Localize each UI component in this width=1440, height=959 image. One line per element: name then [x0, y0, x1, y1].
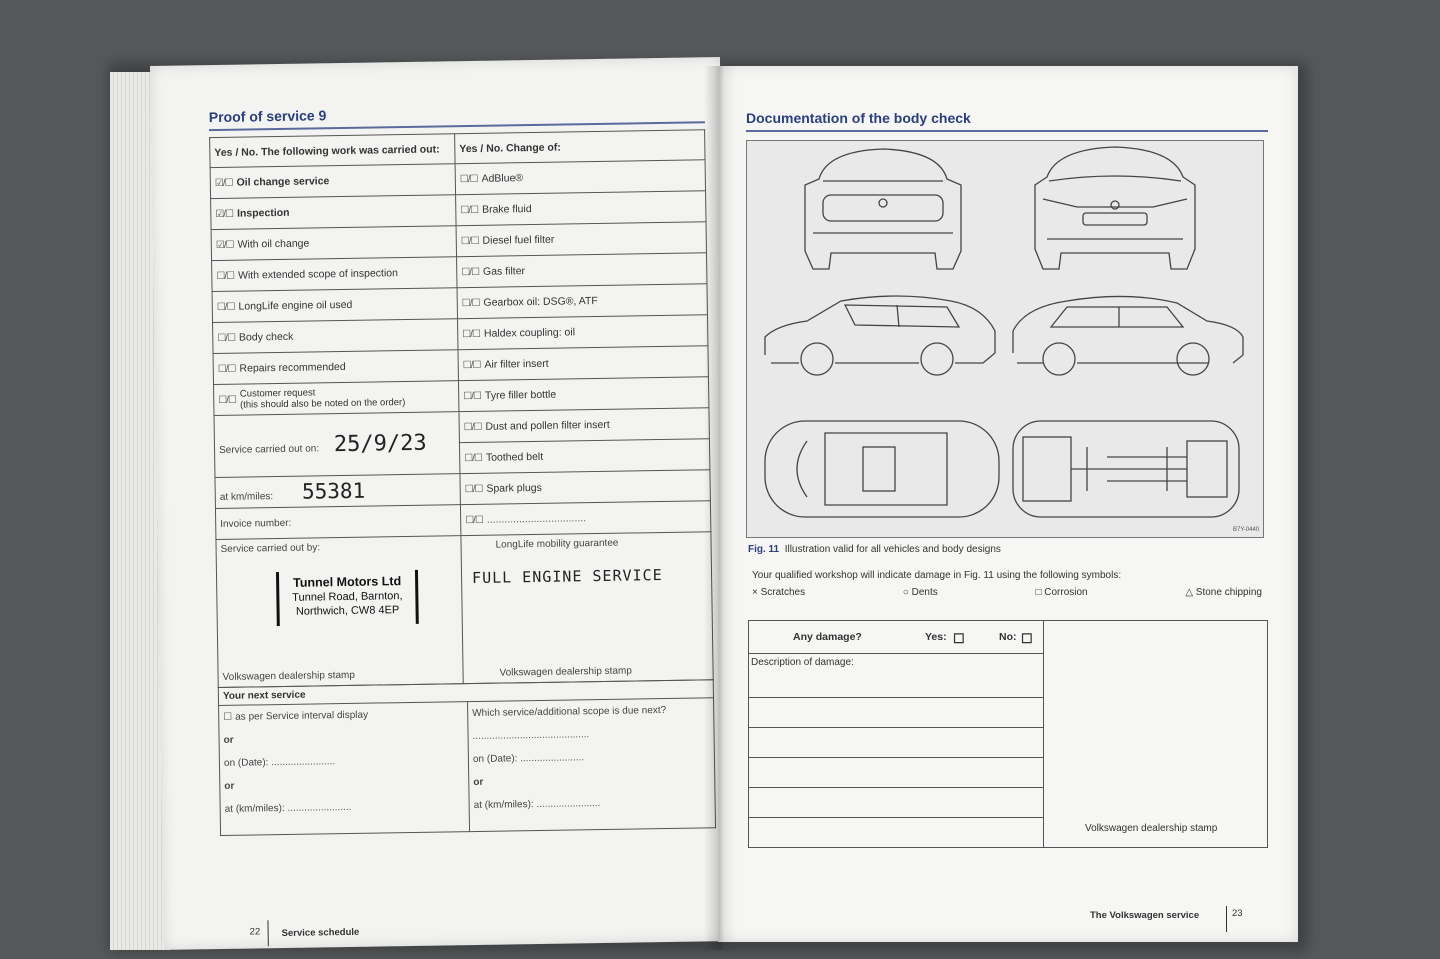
- change-item[interactable]: ☐/☐ Tyre filler bottle: [458, 377, 708, 412]
- checkbox-pair-icon[interactable]: ☐/☐: [462, 359, 481, 372]
- work-item[interactable]: ☐/☐ LongLife engine oil used: [212, 288, 457, 323]
- car-front-view: [1035, 147, 1195, 269]
- checkbox-pair-icon[interactable]: ☑/☐: [215, 239, 234, 251]
- right-page: [718, 66, 1298, 942]
- car-side-view-right: [1013, 296, 1243, 375]
- work-item[interactable]: ☐/☐ With extended scope of inspection: [212, 257, 457, 292]
- book-gutter: [704, 66, 738, 950]
- folio-divider: [267, 920, 268, 946]
- change-item[interactable]: ☐/☐ Haldex coupling: oil: [458, 315, 708, 350]
- description-line: [749, 817, 1043, 818]
- change-item-blank[interactable]: ☐/☐ ..................................: [460, 501, 710, 536]
- car-rear-view: [805, 149, 961, 269]
- checkbox-pair-icon[interactable]: ☐/☐: [216, 301, 235, 313]
- checkbox-pair-icon[interactable]: ☐/☐: [464, 452, 483, 465]
- checkbox-pair-icon[interactable]: ☐/☐: [463, 421, 482, 434]
- car-outlines: [747, 141, 1263, 537]
- damage-description-label: Description of damage:: [751, 657, 854, 668]
- car-underside-view: [1013, 421, 1239, 517]
- change-item[interactable]: ☐/☐ Gearbox oil: DSG®, ATF: [457, 284, 707, 319]
- figure-code: B7Y-0440: [1233, 527, 1260, 533]
- change-item[interactable]: ☐/☐ Toothed belt: [459, 439, 709, 474]
- work-item[interactable]: ☐/☐ Repairs recommended: [213, 350, 458, 385]
- checkbox-pair-icon[interactable]: ☐/☐: [218, 394, 237, 406]
- symbols-legend: [752, 587, 1262, 598]
- change-item[interactable]: ☐/☐ Gas filter: [457, 253, 707, 288]
- change-item[interactable]: ☐/☐ Diesel fuel filter: [456, 222, 706, 257]
- checkbox-pair-icon[interactable]: ☐/☐: [217, 332, 236, 344]
- damage-table: [748, 620, 1268, 848]
- checkbox-pair-icon[interactable]: ☐/☐: [459, 173, 478, 186]
- checkbox-pair-icon[interactable]: ☐/☐: [461, 297, 480, 310]
- service-by-cell: Service carried out by: Volkswagen dealership stamp: [216, 536, 463, 688]
- work-item[interactable]: ☑/☐ Inspection: [211, 195, 456, 230]
- work-item[interactable]: ☑/☐ Oil change service: [210, 164, 455, 199]
- description-line: [749, 697, 1043, 698]
- km-value: 55381: [301, 478, 366, 504]
- car-diagram-figure: [746, 140, 1264, 538]
- folio-divider: [1226, 906, 1227, 932]
- checkbox-pair-icon[interactable]: ☐/☐: [460, 235, 479, 248]
- col1-header: Yes / No. The following work was carried out:: [210, 134, 455, 168]
- figure-caption: Fig. 11 Illustration valid for all vehicles and body designs: [748, 544, 1001, 555]
- checkbox-pair-icon[interactable]: ☐/☐: [216, 270, 235, 282]
- column-divider: [1043, 621, 1044, 847]
- dealership-stamp-label: Volkswagen dealership stamp: [1085, 823, 1218, 834]
- checkbox-pair-icon[interactable]: ☑/☐: [215, 208, 234, 220]
- description-line: [749, 727, 1043, 728]
- page-number: 22: [249, 926, 261, 938]
- change-item[interactable]: ☐/☐ Spark plugs: [460, 470, 710, 505]
- symbol-corrosion: □ Corrosion: [1035, 587, 1088, 598]
- symbol-dents: ○ Dents: [902, 587, 938, 598]
- checkbox-pair-icon[interactable]: ☑/☐: [214, 177, 233, 189]
- page-title: Documentation of the body check: [746, 110, 971, 126]
- customer-request[interactable]: ☐/☐Customer request (this should also be noted on the order): [214, 381, 459, 416]
- service-date: 25/9/23: [333, 430, 427, 458]
- col2-header: Yes / No. Change of:: [455, 130, 705, 164]
- checkbox-pair-icon[interactable]: ☐/☐: [460, 204, 479, 217]
- left-page: [150, 57, 734, 950]
- checkbox-icon[interactable]: ☐: [223, 711, 232, 723]
- page-number: 23: [1232, 908, 1243, 919]
- handwritten-note: FULL ENGINE SERVICE: [471, 566, 663, 588]
- footer-label: Service schedule: [281, 926, 360, 940]
- description-line: [749, 757, 1043, 758]
- checkbox-pair-icon[interactable]: ☐/☐: [462, 328, 481, 341]
- checkbox-pair-icon[interactable]: ☐/☐: [464, 483, 483, 496]
- car-top-view: [765, 421, 999, 517]
- symbol-scratches: × Scratches: [752, 587, 806, 598]
- no-checkbox-icon[interactable]: ☐: [1021, 631, 1033, 646]
- change-item[interactable]: ☐/☐ Brake fluid: [456, 191, 706, 226]
- checkbox-pair-icon[interactable]: ☐/☐: [217, 363, 236, 375]
- description-line: [749, 787, 1043, 788]
- next-service-scope[interactable]: Which service/additional scope is due next? .......................................... on (Date): ....................... or at (km/miles): .......................: [468, 698, 716, 832]
- work-item[interactable]: ☐/☐ Body check: [213, 319, 458, 354]
- car-side-view-left: [765, 296, 995, 375]
- invoice-cell[interactable]: Invoice number:: [215, 505, 460, 540]
- symbol-stone-chipping: △ Stone chipping: [1185, 587, 1262, 598]
- footer-label: The Volkswagen service: [1090, 910, 1200, 921]
- checkbox-pair-icon[interactable]: ☐/☐: [463, 390, 482, 403]
- longlife-cell: LongLife mobility guarantee FULL ENGINE SERVICE Volkswagen dealership stamp: [461, 532, 713, 684]
- change-item[interactable]: ☐/☐ Air filter insert: [458, 346, 708, 381]
- title-rule: [746, 130, 1268, 132]
- symbols-intro: Your qualified workshop will indicate damage in Fig. 11 using the following symbols:: [752, 570, 1122, 581]
- next-service-table: [218, 679, 716, 836]
- dealer-stamp: Tunnel Motors Ltd Tunnel Road, Barnton, Northwich, CW8 4EP: [276, 570, 419, 626]
- checkbox-pair-icon[interactable]: ☐/☐: [465, 514, 483, 527]
- damage-question-row: Any damage? Yes: ☐ No: ☐: [749, 621, 1044, 654]
- yes-checkbox-icon[interactable]: ☐: [953, 631, 965, 646]
- service-date-cell[interactable]: Service carried out on: 25/9/23: [214, 412, 460, 478]
- change-item[interactable]: ☐/☐ AdBlue®: [455, 160, 705, 195]
- work-item[interactable]: ☑/☐ With oil change: [211, 226, 456, 261]
- next-service-when[interactable]: ☐ as per Service interval display or on (Date): ....................... or at (km/miles): .......................: [219, 702, 470, 836]
- checkbox-pair-icon[interactable]: ☐/☐: [461, 266, 480, 279]
- change-item[interactable]: ☐/☐ Dust and pollen filter insert: [459, 408, 709, 443]
- next-service-header: Your next service: [218, 680, 713, 706]
- page-title: Proof of service 9: [208, 107, 327, 126]
- km-cell[interactable]: at km/miles: 55381: [215, 474, 460, 509]
